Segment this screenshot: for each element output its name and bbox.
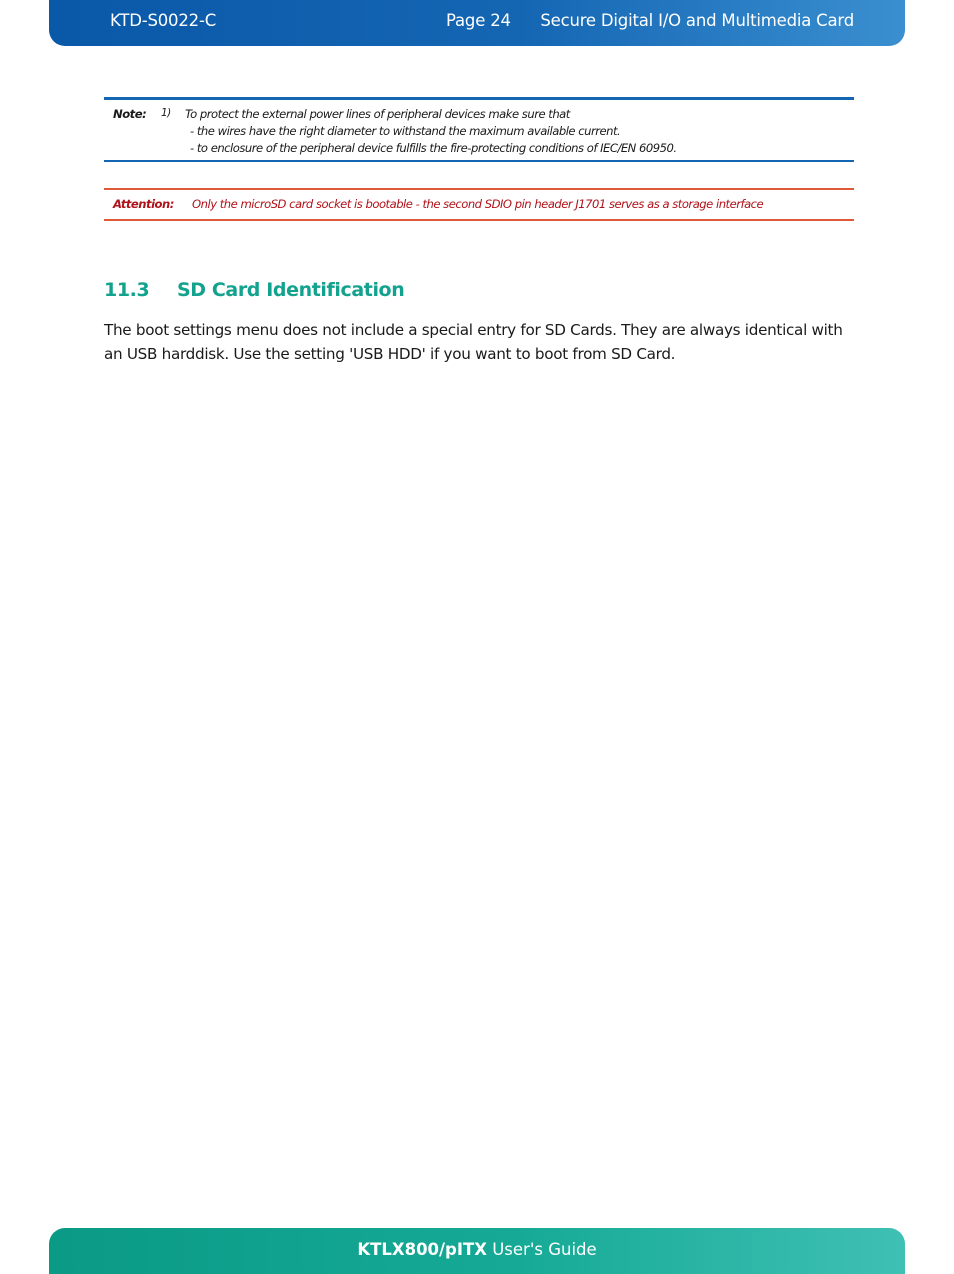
attention-text: Only the microSD card socket is bootable - the second SDIO pin header J1701 serves as a storage interface <box>192 197 764 211</box>
note-line: - the wires have the right diameter to withstand the maximum available current. <box>190 124 621 138</box>
page-header <box>49 0 905 46</box>
note-line: To protect the external power lines of peripheral devices make sure that <box>185 107 570 121</box>
footer-text <box>49 1240 905 1259</box>
page-footer <box>49 1228 905 1274</box>
chapter-title: Secure Digital I/O and Multimedia Card <box>540 11 854 30</box>
section-body-paragraph: The boot settings menu does not include a special entry for SD Cards. They are always identical with an USB harddisk. Use the setting 'USB HDD' if you want to boot from SD Card. <box>104 321 843 363</box>
note-line: - to enclosure of the peripheral device fulfills the fire-protecting conditions of IEC/EN 60950. <box>190 141 677 155</box>
attention-label: Attention: <box>113 197 174 211</box>
attention-box <box>104 188 854 221</box>
product-name: KTLX800/pITX <box>357 1240 487 1259</box>
guide-label: User's Guide <box>486 1240 597 1259</box>
note-label: Note: <box>113 107 147 121</box>
page-number: Page 24 <box>446 11 511 30</box>
note-number: 1) <box>161 107 171 119</box>
section-number: 11.3 <box>104 279 150 301</box>
section-title: SD Card Identification <box>177 279 405 301</box>
note-box <box>104 97 854 162</box>
document-id: KTD-S0022-C <box>110 11 217 30</box>
